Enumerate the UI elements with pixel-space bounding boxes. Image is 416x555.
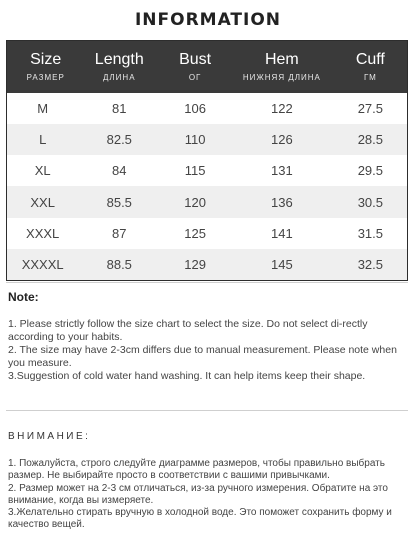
header-label-ru: ГМ [363,72,377,82]
note-body [8,318,406,383]
cell-size: XXXL [26,225,60,241]
size-chart-body [7,93,408,281]
cell-length: 88.5 [106,256,132,272]
header-hem [230,41,334,93]
header-label-en: Length [94,50,144,68]
size-chart-header [7,41,408,93]
cell-hem: 131 [270,163,293,179]
page-title: INFORMATION [134,10,282,30]
cell-length: 87 [112,225,127,241]
note-heading: Note: [8,290,39,304]
russian-note-line: 3.Желательно стирать вручную в холодной воде. Это поможет сохранить форму и качество вещей. [8,507,392,531]
header-label-ru: НИЖНЯЯ ДЛИНА [242,72,321,82]
cell-cuff: 27.5 [357,100,383,116]
header-label-en: Hem [264,50,299,68]
russian-note-body [8,458,408,532]
russian-note-heading: ВНИМАНИЕ: [8,431,91,442]
cell-hem: 136 [270,194,293,210]
size-chart-table [6,40,408,281]
header-size [7,41,79,93]
header-length [78,41,160,93]
table-row [7,155,408,186]
cell-bust: 129 [184,256,206,272]
cell-length: 85.5 [106,194,132,210]
cell-hem: 126 [270,131,293,147]
note-line: 1. Please strictly follow the size chart to select the size. Do not select di-rectly according to your habits. [8,318,368,343]
cell-length: 82.5 [106,131,132,147]
cell-size: XXL [30,194,55,210]
cell-length: 81 [112,100,127,116]
table-row [7,186,408,217]
cell-size: XXXXL [21,256,64,272]
header-row [7,41,408,93]
cell-hem: 145 [270,256,293,272]
header-label-ru: ОГ [188,72,202,82]
cell-bust: 115 [184,163,206,179]
cell-bust: 110 [184,131,206,147]
note-line: 3.Suggestion of cold water hand washing. It can help items keep their shape. [8,370,366,382]
header-label-ru: ДЛИНА [103,72,136,82]
cell-length: 84 [112,163,127,179]
table-row [7,93,408,124]
note-line: 2. The size may have 2-3cm differs due to manual measurement. Please note when you measure. [8,344,397,369]
header-label-ru: РАЗМЕР [26,72,65,82]
section-divider [6,282,408,283]
cell-bust: 106 [184,100,206,116]
russian-note-line: 1. Пожалуйста, строго следуйте диаграмме размеров, чтобы правильно выбрать размер. Не выбирайте просто в соответствии с вашими привычками. [8,458,385,482]
header-label-en: Cuff [355,50,385,68]
cell-size: M [37,100,49,116]
header-bust [160,41,230,93]
table-row [7,218,408,249]
cell-cuff: 31.5 [357,225,383,241]
table-row [7,124,408,155]
header-cuff [334,41,408,93]
cell-size: L [39,131,47,147]
section-divider [6,410,408,411]
russian-note-line: 2. Размер может на 2-3 см отличаться, из-за ручного измерения. Обратите на это внимание, когда вы измеряете. [8,482,388,506]
cell-size: XL [34,163,51,179]
cell-hem: 141 [270,225,293,241]
cell-bust: 120 [184,194,206,210]
cell-cuff: 29.5 [357,163,383,179]
cell-cuff: 32.5 [357,256,383,272]
header-label-en: Size [30,50,62,68]
cell-cuff: 28.5 [357,131,383,147]
table-row [7,249,408,280]
cell-cuff: 30.5 [357,194,383,210]
cell-hem: 122 [270,100,293,116]
header-label-en: Bust [179,50,212,68]
cell-bust: 125 [184,225,206,241]
